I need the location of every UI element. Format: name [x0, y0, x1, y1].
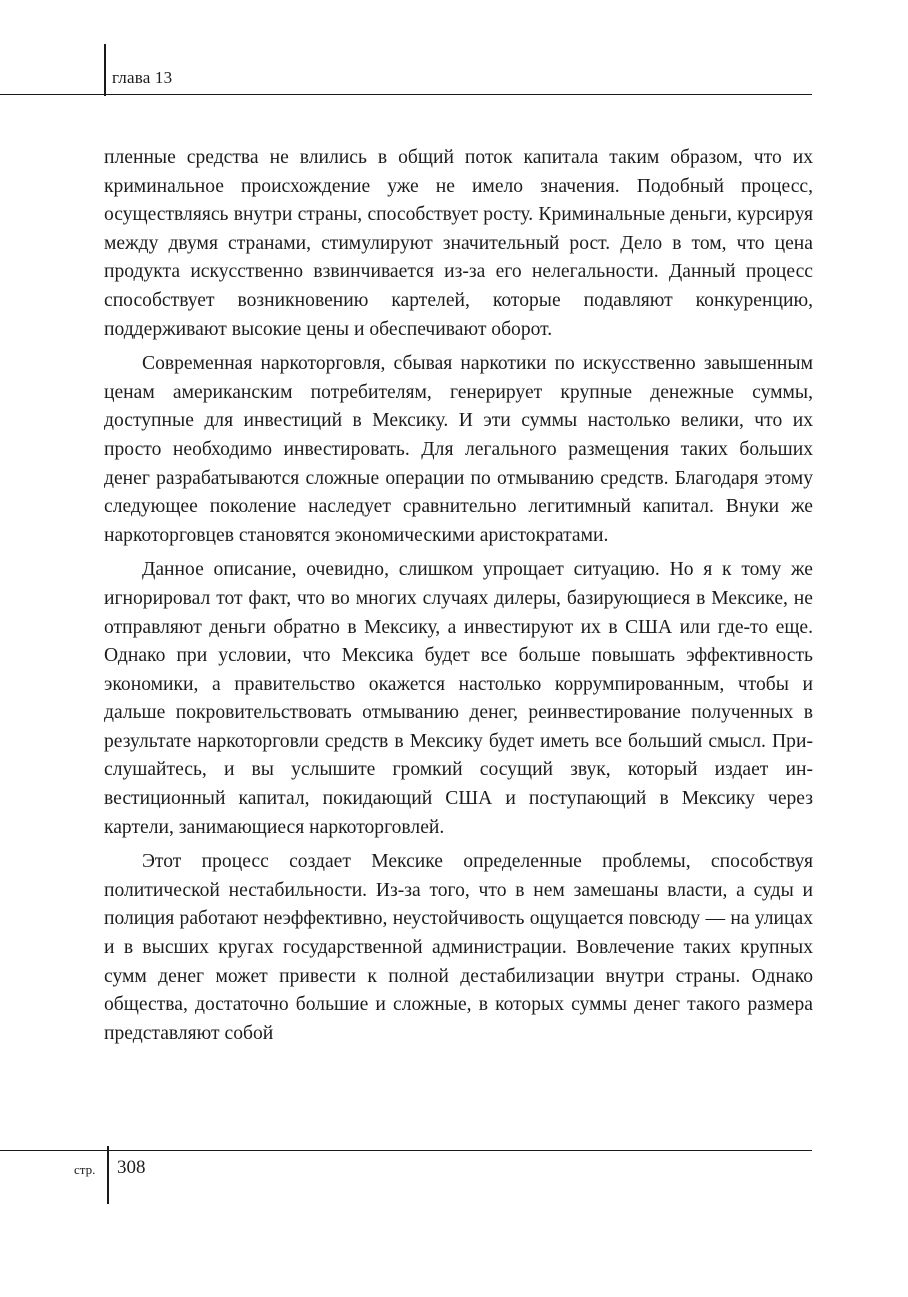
- paragraph-1: пленные средства не влились в общий поток капитала таким образом, что их криминальное происхождение уже не имело значения. Подобный процесс, осуществляясь внутри страны, способствует росту. Криминальные деньги, курсируя между двумя странами, стимулируют значительный рост. Дело в том, что цена продукта искусственно взвинчивается из-за его нелегальности. Данный процесс способствует возникновению картелей, которые подавляют конкуренцию, поддерживают высокие цены и обеспечивают оборот.: [104, 147, 813, 340]
- paragraph-4: Этот процесс создает Мексике определенные проблемы, способствуя политической нестабильности. Из-за того, что в нем замешаны власти, а суды и полиция работают неэффективно, неустойчивость ощущается повсюду — на улицах и в высших кругах государственной администрации. Вовлечение таких крупных сумм денег может привести к полной дестабилизации внутри страны. Однако общества, достаточно большие и сложные, в которых суммы денег такого размера представляют собой: [104, 851, 813, 1044]
- footer-vertical-rule: [107, 1146, 109, 1204]
- header-vertical-rule: [104, 44, 106, 96]
- page-label: стр.: [74, 1162, 96, 1177]
- paragraph-2: Современная наркоторговля, сбывая наркотики по искусственно завышенным ценам американским потребителям, генерирует крупные денежные суммы, доступные для инвестиций в Мексику. И эти суммы настолько велики, что их просто необходимо инвестировать. Для легального размещения таких больших денег разрабатываются сложные операции по отмыванию средств. Благодаря этому следующее поколение наследует сравнительно легитимный капитал. Внуки же наркоторговцев становятся экономическими аристократами.: [104, 353, 813, 546]
- page-body: [104, 144, 813, 1054]
- chapter-label: глава 13: [112, 68, 173, 87]
- page-number: 308: [117, 1157, 146, 1178]
- paragraph-3: Данное описание, очевидно, слишком упрощает ситуацию. Но я к тому же игнорировал тот факт, что во многих случаях дилеры, базирующиеся в Мексике, не отправляют деньги обратно в Мексику, а инвестируют их в США или где-то еще. Однако при условии, что Мексика будет все больше повышать эффективность экономики, а правительство окажется настолько коррумпированным, чтобы и дальше покровительствовать отмыванию денег, реинвестирование полученных в результате наркоторговли средств в Мексику будет иметь все больший смысл. Прислушайтесь, и вы услышите громкий сосущий звук, который издает инвестиционный капитал, покидающий США и поступающий в Мексику через картели, занимающиеся наркоторговлей.: [104, 559, 813, 838]
- footer-horizontal-rule: [0, 1150, 812, 1151]
- header-horizontal-rule: [0, 94, 812, 95]
